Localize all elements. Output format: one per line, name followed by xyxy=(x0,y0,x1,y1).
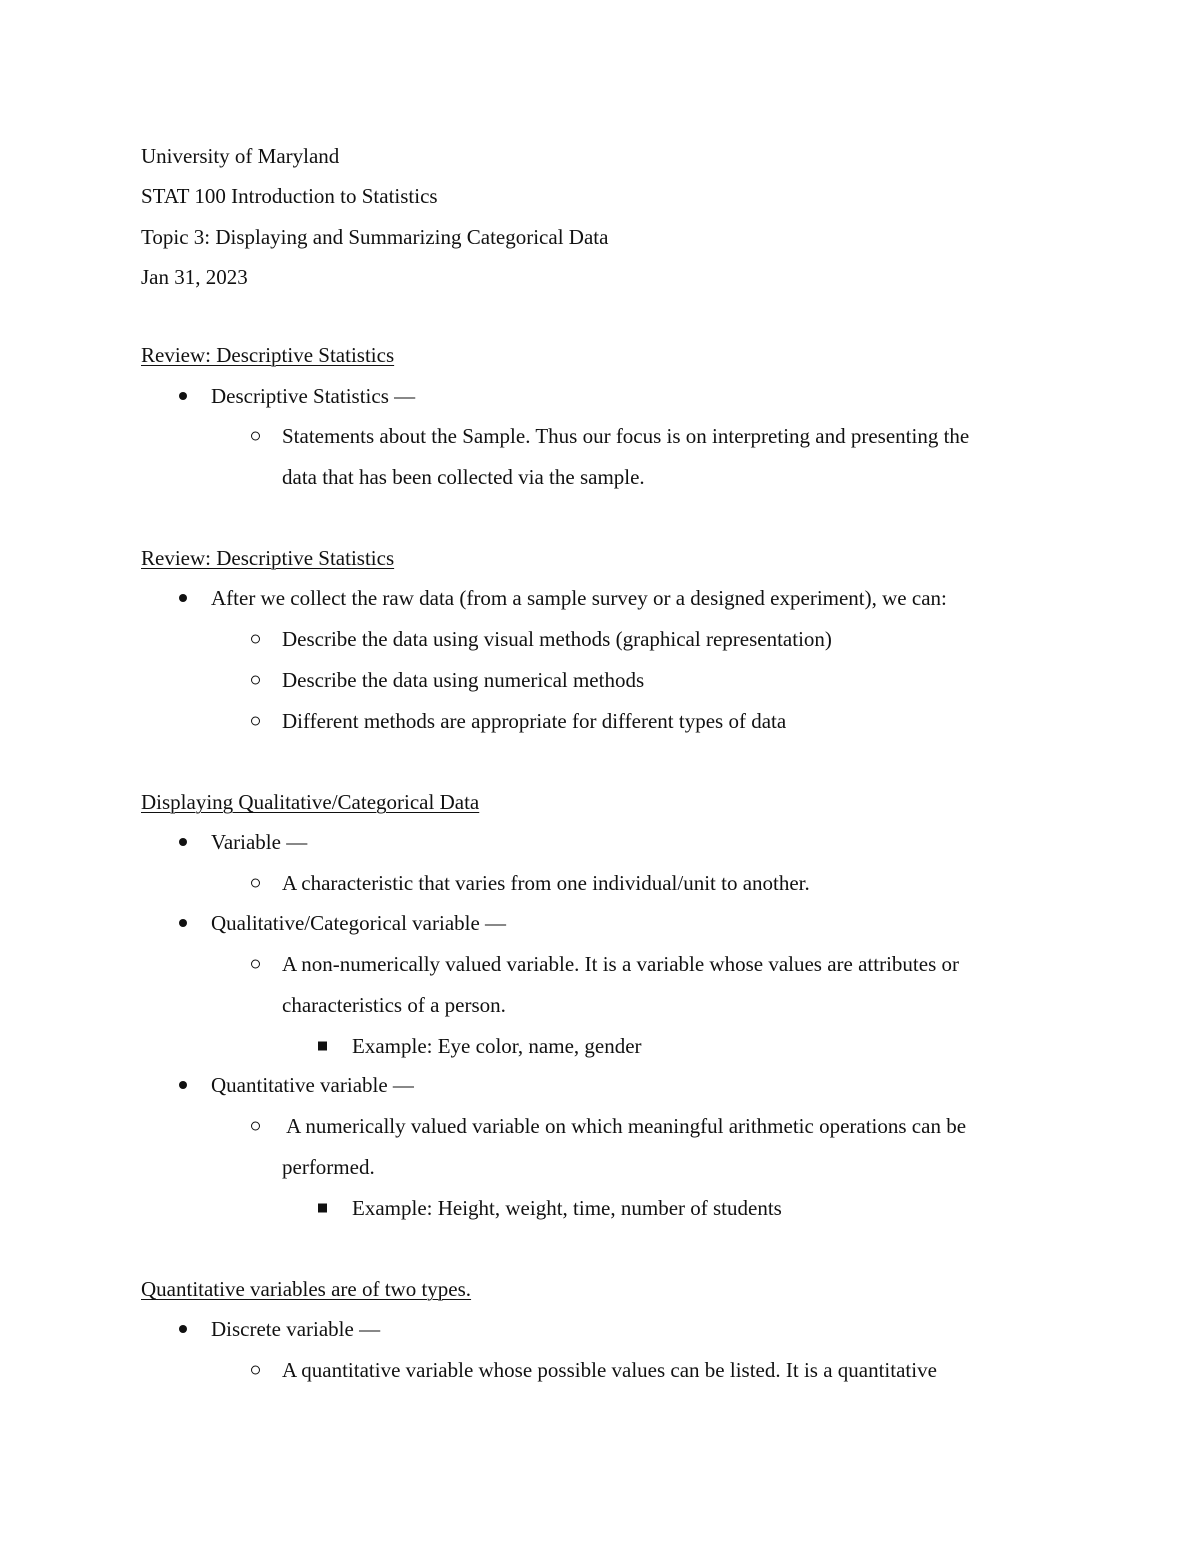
hollow-bullet-icon xyxy=(251,879,260,888)
list-item xyxy=(211,383,415,409)
list-item xyxy=(352,1033,642,1059)
course-title: STAT 100 Introduction to Statistics xyxy=(141,184,438,208)
filled-bullet-icon xyxy=(179,838,187,846)
section-heading-quantitative-types: Quantitative variables are of two types. xyxy=(141,1277,472,1301)
section-heading-review-descriptive-2: Review: Descriptive Statistics xyxy=(141,546,395,570)
list-item-text: Descriptive Statistics — xyxy=(211,384,416,408)
list-item-text: A non-numerically valued variable. It is a variable whose values are attributes or xyxy=(282,952,960,976)
list-item-text: Statements about the Sample. Thus our focus is on interpreting and presenting the xyxy=(282,424,970,448)
list-item-text: Describe the data using numerical methods xyxy=(282,668,645,692)
list-item xyxy=(211,1072,414,1098)
list-item-text: A quantitative variable whose possible values can be listed. It is a quantitative xyxy=(282,1358,937,1382)
hollow-bullet-icon xyxy=(251,717,260,726)
list-item xyxy=(211,829,307,855)
list-item-text: Example: Eye color, name, gender xyxy=(352,1034,642,1058)
list-item-text: After we collect the raw data (from a sample survey or a designed experiment), we can: xyxy=(211,586,947,610)
list-item xyxy=(211,910,506,936)
hollow-bullet-icon xyxy=(251,676,260,685)
section-heading-review-descriptive-1: Review: Descriptive Statistics xyxy=(141,343,395,367)
square-bullet-icon xyxy=(318,1042,327,1051)
list-item xyxy=(282,667,644,693)
lecture-date: Jan 31, 2023 xyxy=(141,265,248,289)
list-item xyxy=(282,708,786,734)
university-name: University of Maryland xyxy=(141,144,340,168)
hollow-bullet-icon xyxy=(251,1122,260,1131)
filled-bullet-icon xyxy=(179,919,187,927)
list-item xyxy=(282,1357,937,1383)
list-item xyxy=(282,1113,966,1139)
list-item xyxy=(282,951,959,977)
list-item xyxy=(282,870,810,896)
filled-bullet-icon xyxy=(179,1325,187,1333)
list-item-continuation: performed. xyxy=(282,1155,375,1179)
section-heading-displaying-categorical: Displaying Qualitative/Categorical Data xyxy=(141,790,480,814)
list-item-continuation: data that has been collected via the sample. xyxy=(282,465,645,489)
list-item xyxy=(282,626,832,652)
hollow-bullet-icon xyxy=(251,1366,260,1375)
list-item xyxy=(282,423,969,449)
list-item-text: Example: Height, weight, time, number of students xyxy=(352,1196,782,1220)
list-item xyxy=(211,585,947,611)
list-item-text: A numerically valued variable on which meaningful arithmetic operations can be xyxy=(282,1114,967,1138)
list-item-text: Different methods are appropriate for different types of data xyxy=(282,709,787,733)
list-item xyxy=(352,1195,782,1221)
list-item-continuation: characteristics of a person. xyxy=(282,993,506,1017)
list-item-text: Discrete variable — xyxy=(211,1317,381,1341)
list-item-text: Describe the data using visual methods (graphical representation) xyxy=(282,627,832,651)
hollow-bullet-icon xyxy=(251,960,260,969)
filled-bullet-icon xyxy=(179,1081,187,1089)
hollow-bullet-icon xyxy=(251,432,260,441)
list-item-text: Qualitative/Categorical variable — xyxy=(211,911,507,935)
filled-bullet-icon xyxy=(179,594,187,602)
topic-title: Topic 3: Displaying and Summarizing Categorical Data xyxy=(141,225,609,249)
filled-bullet-icon xyxy=(179,392,187,400)
square-bullet-icon xyxy=(318,1204,327,1213)
list-item-text: Quantitative variable — xyxy=(211,1073,414,1097)
list-item-text: Variable — xyxy=(211,830,308,854)
list-item xyxy=(211,1316,380,1342)
list-item-text: A characteristic that varies from one individual/unit to another. xyxy=(282,871,810,895)
hollow-bullet-icon xyxy=(251,635,260,644)
